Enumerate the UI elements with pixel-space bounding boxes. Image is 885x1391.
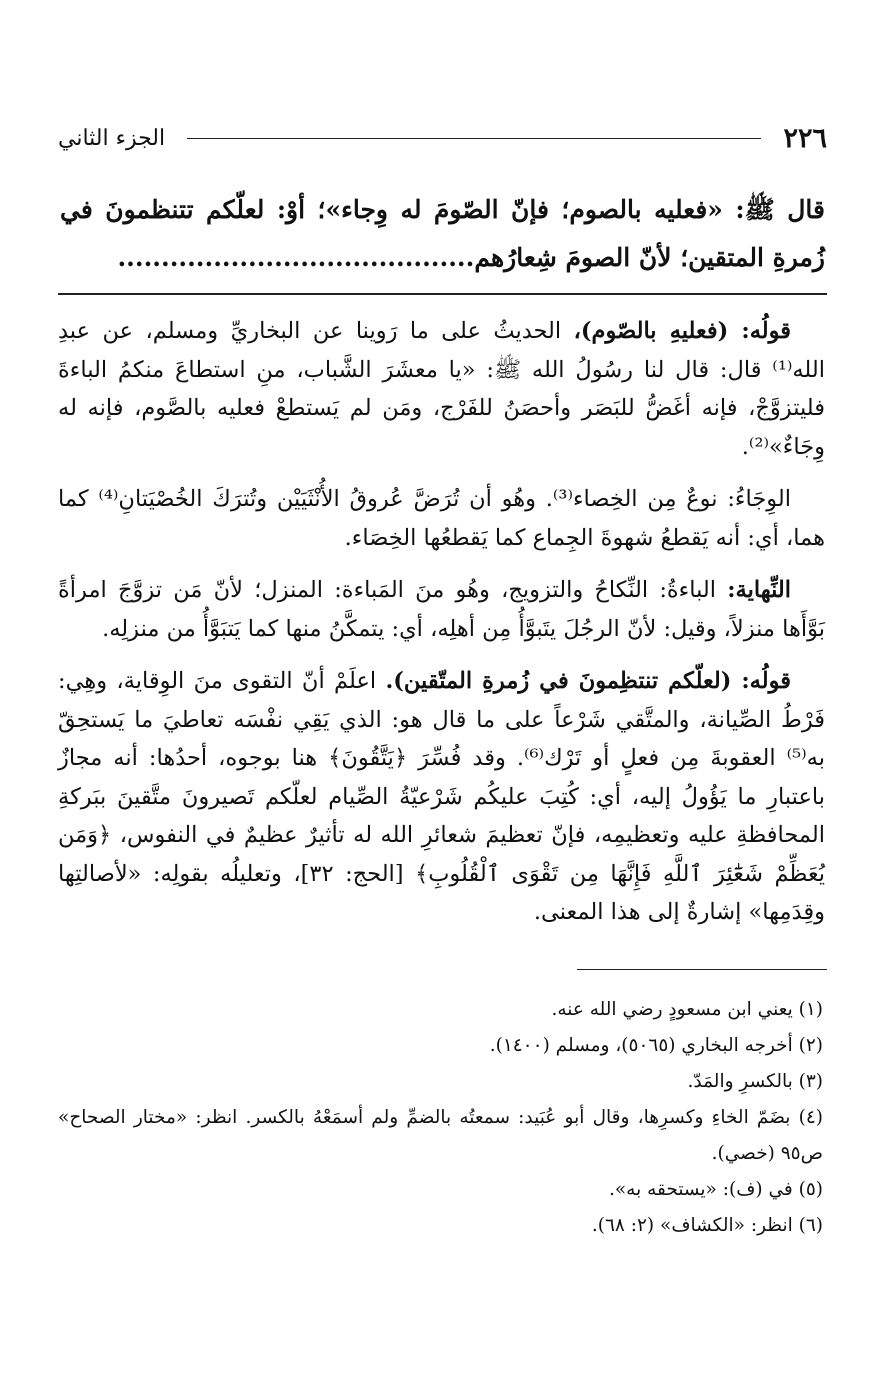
footnote: (٦) انظر: «الكشاف» (٢: ٦٨).: [591, 1215, 823, 1236]
footnote: (٤) بضَمّ الخاءِ وكسرِها، وقال أبو عُبَيد: سمعتُه بالضمِّ ولم أسمَعْهُ بالكسر. انظر: «مختار الصحاح» ص٩٥ (خصي).: [58, 1107, 823, 1164]
commentary: [58, 312, 825, 946]
footnote: (٥) في (ف): «يستحقه به».: [608, 1179, 823, 1200]
commentary-text: الوِجَاءُ: نوعٌ مِن الخِصاء⁽³⁾. وهُو أن تُرَضَّ عُروقُ الأُنْثَيَيْن وتُترَكَ الخُصْيَتانِ⁽⁴⁾ كما هما، أي: أنه يَقطعُ شهوةَ الجِماع كما يَقطعُها الخِصَاء.: [58, 486, 825, 551]
page-number: ٢٢٦: [783, 122, 827, 154]
commentary-paragraph: [58, 571, 825, 648]
matn-divider: [58, 293, 827, 295]
part-title: الجزء الثاني: [58, 125, 166, 151]
commentary-paragraph: [58, 662, 825, 932]
commentary-paragraph: [58, 312, 825, 466]
commentary-lemma: قولُه: (فعليهِ بالصّوم)،: [573, 318, 791, 344]
header-rule: [187, 138, 761, 139]
commentary-lemma: قولُه: (لعلّكم تنتظِمونَ في زُمرةِ المتّقين).: [385, 668, 791, 694]
matn-text: قال ﷺ: «فعليه بالصوم؛ فإنّ الصّومَ له وِجاء»؛ أوْ: لعلّكم تتنظمونَ في زُمرةِ المتقين؛ لأنّ الصومَ شِعارُهم.........................................: [60, 195, 825, 272]
commentary-paragraph: [58, 480, 825, 557]
running-header: [58, 118, 827, 158]
footnote-divider: [577, 969, 827, 970]
footnote: (٣) بالكسرِ والمَدّ.: [687, 1071, 823, 1092]
commentary-text: الباءةُ: النِّكاحُ والتزويج، وهُو منَ المَباءة: المنزل؛ لأنّ مَن تزوَّجَ امرأةً بَوَّأَها منزلاً، وقيل: لأنّ الرجُلَ يتَبوَّأُ مِن أهلِه، أي: يتمكَّنُ منها كما يَتبَوَّأُ من منزلِه.: [58, 577, 825, 642]
commentary-lemma: النِّهاية:: [727, 577, 791, 603]
commentary-text: اعلَمْ أنّ التقوى منَ الوِقاية، وهِي: فَرْطُ الصِّيانة، والمتَّقي شَرْعاً على ما قال هو: الذي يَقِي نفْسَه تعاطيَ ما يَستحِقّ به⁽⁵⁾ العقوبةَ مِن فعلٍ أو تَرْك⁽⁶⁾. وقد فُسِّرَ ﴿يَتَّقُونَ﴾ هنا بوجوه، أحدُها: أنه مجازٌ باعتبارِ ما يَؤُولُ إليه، أي: كُتِبَ عليكُم شَرْعيّةُ الصِّيام لعلّكم تَصيرونَ متَّقينَ ببَركةِ المحافظةِ عليه وتعظيمِه، فإنّ تعظيمَ شعائرِ الله له تأثيرٌ عظيمٌ في النفوس، ﴿وَمَن يُعَظِّمْ شَعَٰٓئِرَ ٱللَّهِ فَإِنَّهَا مِن تَقْوَى ٱلْقُلُوبِ﴾ [الحج: ٣٢]، وتعليلُه بقولِه: «لأصالتِها وقِدَمِها» إشارةٌ إلى هذا المعنى.: [58, 668, 826, 925]
commentary-text: الحديثُ على ما رَوينا عن البخاريِّ ومسلم، عن عبدِ الله⁽¹⁾ قال: قال لنا رسُولُ الله ﷺ: «يا معشَرَ الشَّباب، منِ استطاعَ منكمُ الباءةَ فليتزوَّجْ، فإنه أغَضُّ للبَصَر وأحصَنُ للفَرْج، ومَن لم يَستطعْ فعليه بالصَّوم، فإنه له وِجَاءٌ»⁽²⁾.: [58, 318, 825, 460]
footnotes: [58, 992, 823, 1244]
footnote: (١) يعني ابن مسعودٍ رضي الله عنه.: [551, 999, 823, 1020]
footnote: (٢) أخرجه البخاري (٥٠٦٥)، ومسلم (١٤٠٠).: [489, 1035, 823, 1056]
